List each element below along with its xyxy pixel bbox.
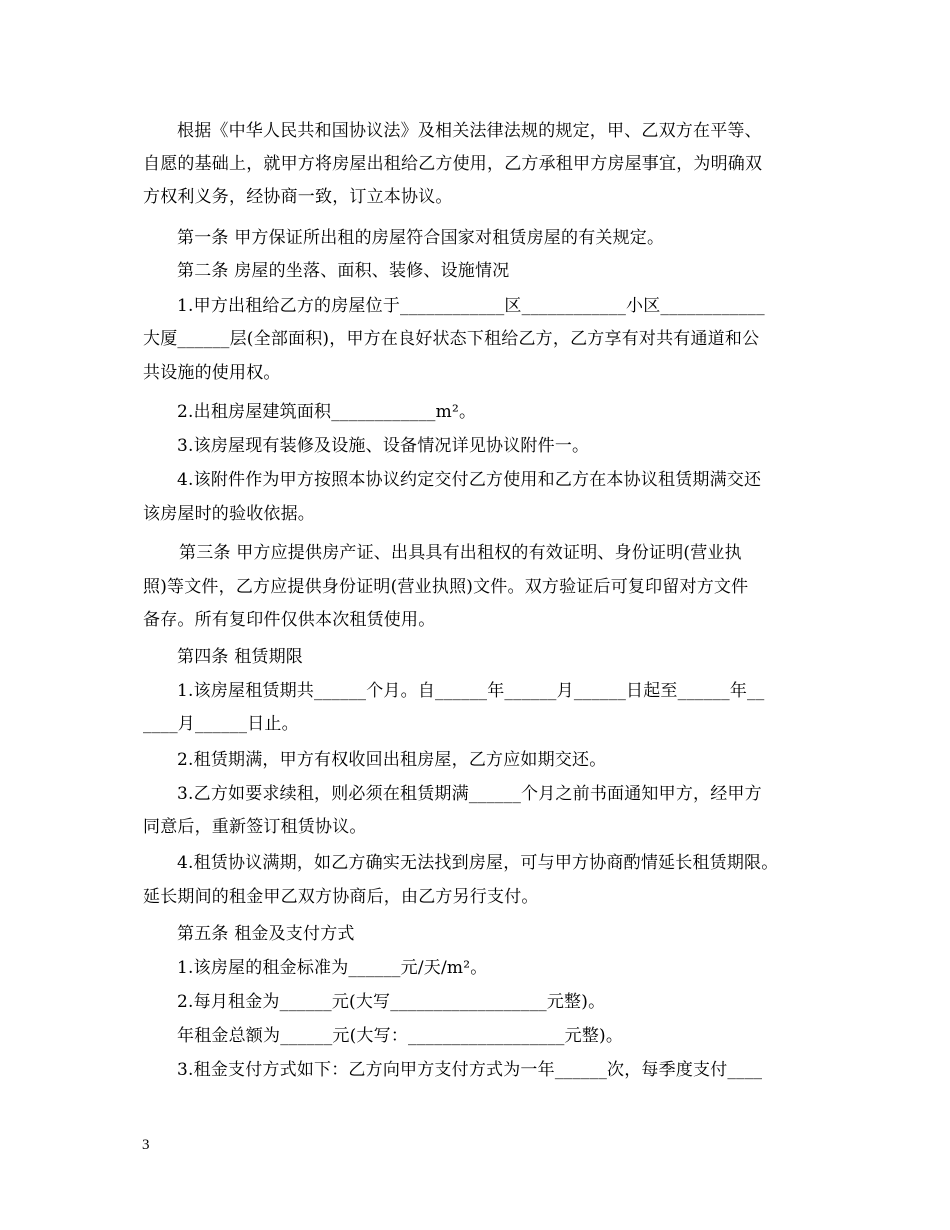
clause-line: ____月______日止。 <box>143 714 299 734</box>
clause-line: 延长期间的租金甲乙双方协商后，由乙方另行支付。 <box>143 887 539 907</box>
article-5-heading: 第五条 租金及支付方式 <box>177 924 355 944</box>
clause-line: 4.该附件作为甲方按照本协议约定交付乙方使用和乙方在本协议租赁期满交还 <box>177 470 762 490</box>
clause-line: 4.租赁协议满期，如乙方确实无法找到房屋，可与甲方协商酌情延长租赁期限。 <box>177 853 779 873</box>
clause-line: 该房屋时的验收依据。 <box>143 504 315 524</box>
article-1: 第一条 甲方保证所出租的房屋符合国家对租赁房屋的有关规定。 <box>177 228 665 248</box>
paragraph-line: 方权利义务，经协商一致，订立本协议。 <box>143 187 453 207</box>
article-3-line: 备存。所有复印件仅供本次租赁使用。 <box>143 610 436 630</box>
clause-line: 3.租金支付方式如下：乙方向甲方支付方式为一年______次，每季度支付____ <box>177 1060 763 1080</box>
clause-line: 3.乙方如要求续租，则必须在租赁期满______个月之前书面通知甲方，经甲方 <box>177 784 762 804</box>
article-3-line: 第三条 甲方应提供房产证、出具具有出租权的有效证明、身份证明(营业执 <box>179 543 742 563</box>
clause-line: 1.该房屋的租金标准为______元/天/m²。 <box>177 958 488 978</box>
clause-line: 2.每月租金为______元(大写__________________元整)。 <box>177 992 606 1012</box>
clause-line: 共设施的使用权。 <box>143 363 281 383</box>
page-number: 3 <box>142 1137 150 1153</box>
clause-line: 3.该房屋现有装修及设施、设备情况详见协议附件一。 <box>177 436 590 456</box>
article-3-line: 照)等文件，乙方应提供身份证明(营业执照)文件。双方验证后可复印留对方文件 <box>143 577 749 597</box>
clause-line: 1.该房屋租赁期共______个月。自______年______月______日起至______年__ <box>177 681 765 701</box>
paragraph-line: 自愿的基础上，就甲方将房屋出租给乙方使用，乙方承租甲方房屋事宜，为明确双 <box>143 154 763 174</box>
clause-line: 同意后，重新签订租赁协议。 <box>143 817 367 837</box>
clause-line: 年租金总额为______元(大写：__________________元整)。 <box>177 1026 624 1046</box>
clause-line: 2.出租房屋建筑面积____________m²。 <box>177 402 477 422</box>
clause-line: 大厦______层(全部面积)，甲方在良好状态下租给乙方，乙方享有对共有通道和公 <box>143 329 760 349</box>
article-4-heading: 第四条 租赁期限 <box>177 647 304 667</box>
clause-line: 2.租赁期满，甲方有权收回出租房屋，乙方应如期交还。 <box>177 750 607 770</box>
article-2-heading: 第二条 房屋的坐落、面积、装修、设施情况 <box>177 261 510 281</box>
clause-line: 1.甲方出租给乙方的房屋位于____________区____________小区____________ <box>177 296 765 316</box>
paragraph-line: 根据《中华人民共和国协议法》及相关法律法规的规定，甲、乙双方在平等、 <box>177 121 762 141</box>
